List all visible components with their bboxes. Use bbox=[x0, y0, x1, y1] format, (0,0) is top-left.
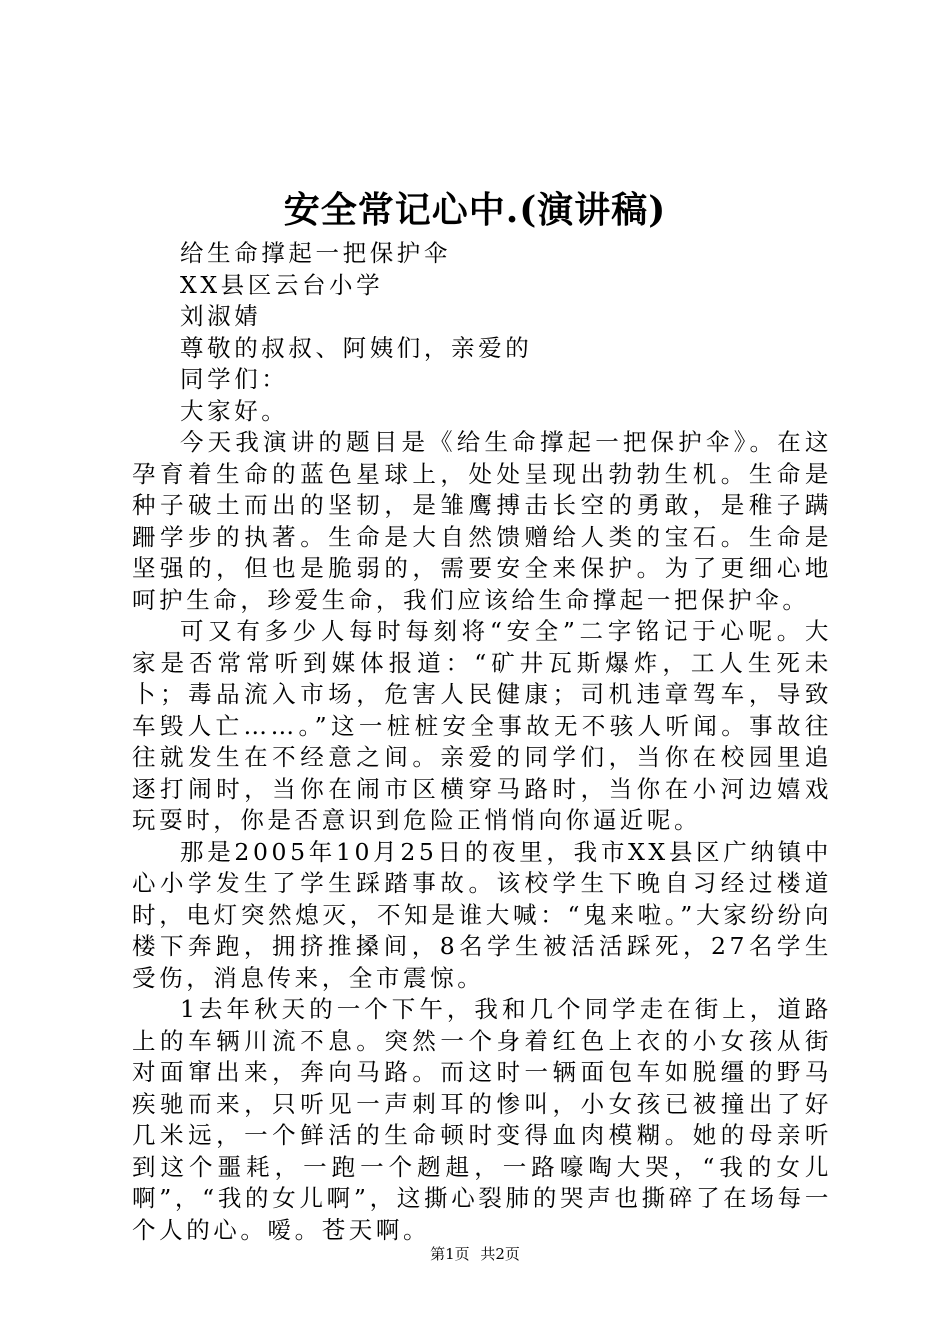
page-number: 第1页 bbox=[430, 1245, 470, 1263]
speech-subtitle: 给生命撑起一把保护伞 bbox=[180, 239, 451, 267]
paragraph: 那是2005年10月25日的夜里，我市XX县区广纳镇中心小学发生了学生踩踏事故。该校学生下晚自习经过楼道时，电灯突然熄灭，不知是谁大喊：“鬼来啦。”大家纷纷向楼下奔跑，拥挤推搡间，8名学生被活活踩死，27名学生受伤，消息传来，全市震惊。 bbox=[132, 837, 832, 992]
paragraph: 可又有多少人每时每刻将“安全”二字铭记于心呢。大家是否常常听到媒体报道：“矿井瓦斯爆炸，工人生死未卜；毒品流入市场，危害人民健康；司机违章驾车，导致车毁人亡……。”这一桩桩安全事故无不骇人听闻。事故往往就发生在不经意之间。亲爱的同学们，当你在校园里追逐打闹时，当你在闹市区横穿马路时，当你在小河边嬉戏玩耍时，你是否意识到危险正悄悄向你逼近呢。 bbox=[132, 617, 832, 834]
salutation-continued: 同学们： bbox=[180, 365, 289, 393]
document-body bbox=[132, 238, 832, 1246]
page-total: 共2页 bbox=[480, 1245, 520, 1263]
school-name: XX县区云台小学 bbox=[180, 270, 384, 299]
page-footer bbox=[0, 1244, 950, 1264]
greeting: 大家好。 bbox=[180, 396, 289, 425]
paragraph: 今天我演讲的题目是《给生命撑起一把保护伞》。在这孕育着生命的蓝色星球上，处处呈现出勃勃生机。生命是种子破土而出的坚韧，是雏鹰搏击长空的勇敢，是稚子蹒跚学步的执著。生命是大自然馈赠给人类的宝石。生命是坚强的，但也是脆弱的，需要安全来保护。为了更细心地呵护生命，珍爱生命，我们应该给生命撑起一把保护伞。 bbox=[132, 428, 832, 614]
page-title: 安全常记心中.(演讲稿) bbox=[283, 189, 667, 231]
paragraph: 1去年秋天的一个下午，我和几个同学走在街上，道路上的车辆川流不息。突然一个身着红色上衣的小女孩从街对面窜出来，奔向马路。而这时一辆面包车如脱缰的野马疾驰而来，只听见一声刺耳的惨叫，小女孩已被撞出了好几米远，一个鲜活的生命顿时变得血肉模糊。她的母亲听到这个噩耗，一跑一个趔趄，一路嚎啕大哭，“我的女儿啊”，“我的女儿啊”，这撕心裂肺的哭声也撕碎了在场每一个人的心。嗳。苍天啊。 bbox=[132, 995, 832, 1244]
author-name: 刘淑婧 bbox=[180, 302, 262, 330]
salutation: 尊敬的叔叔、阿姨们，亲爱的 bbox=[180, 333, 533, 362]
